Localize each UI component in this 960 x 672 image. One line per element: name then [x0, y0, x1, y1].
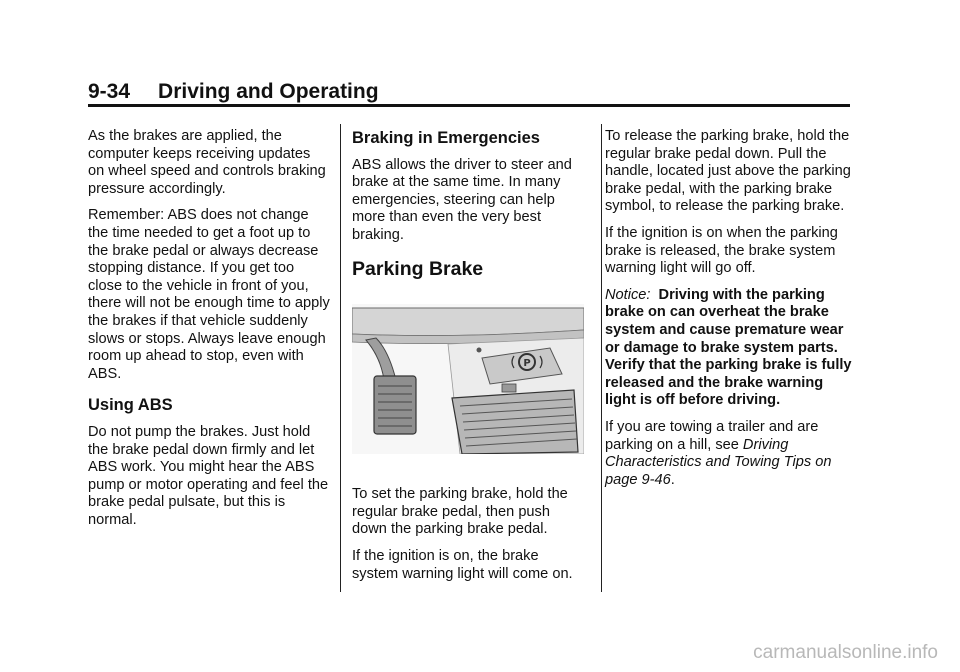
heading-parking-brake: Parking Brake: [352, 257, 484, 280]
page-number: 9-34: [88, 80, 131, 103]
column-divider-1: [340, 124, 341, 592]
header-rule: [88, 104, 850, 107]
notice-label: Notice:: [605, 286, 651, 303]
paragraph-towing-trailer: [605, 419, 855, 489]
column-divider-2: [601, 124, 602, 592]
column-middle: [352, 128, 586, 592]
chapter-title: Driving and Operating: [158, 80, 379, 103]
column-right: [605, 128, 855, 498]
paragraph-remember-abs: Remember: ABS does not change the time needed to get a foot up to the brake pedal or always decrease stopping distance. If you get too close to the vehicle in front of you, there will not be enough time to apply the brakes if that vehicle suddenly slows or stops. Always leave enough room up ahead to stop, even with ABS.: [88, 207, 330, 382]
towing-text: If you are towing a trailer and are parking on a hill, see: [605, 418, 819, 453]
heading-using-abs: Using ABS: [88, 396, 173, 415]
svg-text:P: P: [523, 358, 531, 370]
paragraph-do-not-pump: Do not pump the brakes. Just hold the brake pedal down firmly and let ABS work. You might hear the ABS pump or motor operating and feel the brake pedal pulsate, but this is normal.: [88, 423, 329, 528]
paragraph-set-parking-brake: To set the parking brake, hold the regular brake pedal, then push down the parking brake pedal.: [352, 486, 568, 538]
paragraph-brakes-applied: As the brakes are applied, the computer keeps receiving updates on wheel speed and controls braking pressure accordingly.: [88, 128, 326, 197]
towing-period: .: [670, 471, 675, 488]
paragraph-release-parking-brake: To release the parking brake, hold the regular brake pedal down. Pull the handle, located just above the parking brake pedal, with the parking brake symbol, to release the parking brake.: [605, 128, 851, 215]
paragraph-ignition-on: If the ignition is on, the brake system warning light will come on.: [352, 547, 573, 582]
page-header: [88, 80, 379, 104]
notice-text: Driving with the parking brake on can overheat the brake system and cause premature wear or damage to brake system parts. Verify that the parking brake is fully released and the brake warning light is off before driving.: [605, 286, 852, 409]
paragraph-warning-light-off: If the ignition is on when the parking brake is released, the brake system warning light will go off.: [605, 224, 838, 277]
parking-brake-illustration: [352, 304, 584, 454]
notice-block: [605, 287, 855, 410]
column-left: [88, 128, 330, 538]
cross-reference-link[interactable]: Driving Characteristics and Towing Tips on page 9-46: [605, 436, 832, 488]
watermark: carmanualsonline.info: [753, 642, 938, 663]
paragraph-abs-steer: ABS allows the driver to steer and brake at the same time. In many emergencies, steering can help more than even the very best braking.: [352, 156, 572, 243]
parking-brake-pedal-image: [352, 304, 584, 454]
heading-braking-emergencies: Braking in Emergencies: [352, 129, 540, 147]
